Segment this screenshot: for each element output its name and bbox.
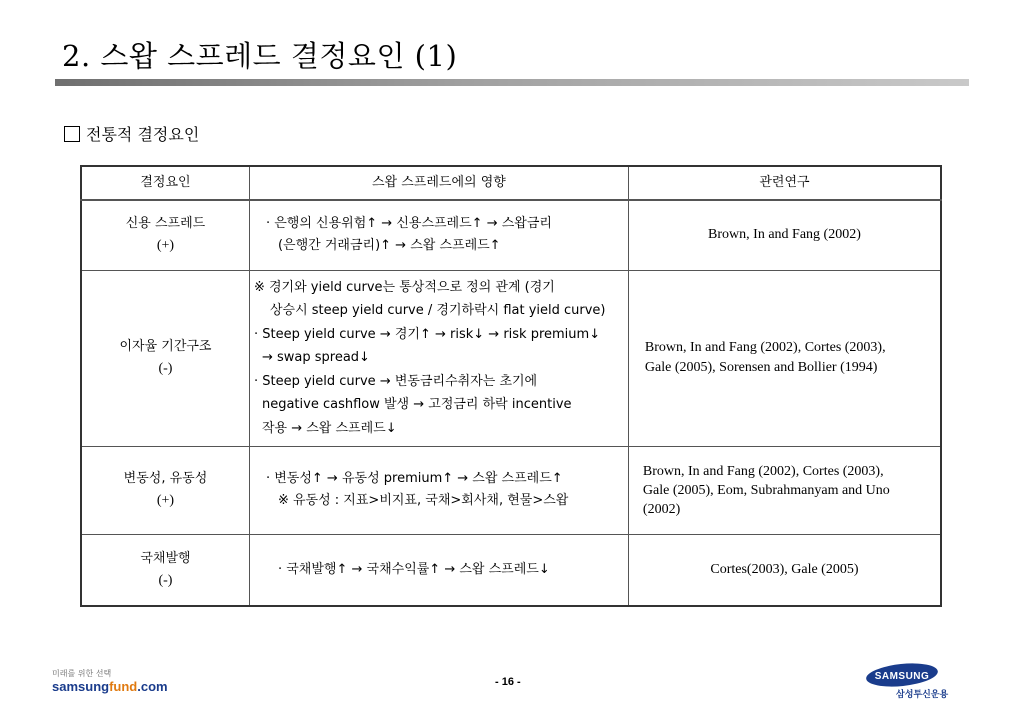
effect-cell	[249, 534, 628, 606]
section-heading	[64, 122, 199, 145]
effect-line: negative cashflow 발생 → 고정금리 하락 incentive	[261, 397, 572, 413]
effect-line: · Steep yield curve → 경기↑ → risk↓ → risk premium↓	[253, 326, 601, 342]
research-line: Gale (2005), Eom, Subrahmanyam and Uno	[642, 482, 890, 498]
research-cell	[628, 270, 941, 446]
section-label: 전통적 결정요인	[86, 125, 200, 144]
research-line: Gale (2005), Sorensen and Bollier (1994)	[644, 360, 878, 375]
effect-cell	[249, 446, 628, 534]
effect-cell	[249, 200, 628, 270]
factor-name: 신용 스프레드	[125, 216, 206, 232]
table-row	[81, 446, 941, 534]
footer-slogan: 미래를 위한 선택	[52, 669, 112, 678]
page-title: 2. 스왑 스프레드 결정요인 (1)	[62, 39, 458, 73]
factor-cell	[81, 270, 249, 446]
effect-cell	[249, 270, 628, 446]
factor-sign: (-)	[158, 572, 173, 588]
factor-sign: (+)	[156, 493, 175, 508]
factor-name: 국채발행	[140, 550, 191, 566]
factor-name: 이자율 기간구조	[119, 339, 212, 354]
research-cell	[628, 200, 941, 270]
table-row	[81, 534, 941, 606]
header-effect: 스왑 스프레드에의 영향	[249, 166, 628, 200]
effect-line: ※ 경기와 yield curve는 통상적으로 정의 관계 (경기	[253, 279, 555, 295]
determinants-table	[80, 165, 942, 607]
factor-name: 변동성, 유동성	[123, 471, 208, 486]
url-part: samsung	[52, 679, 110, 694]
research-line: Brown, In and Fang (2002), Cortes (2003),	[644, 340, 886, 355]
effect-line: ※ 유동성 : 지표>비지표, 국채>회사채, 현물>스왑	[277, 493, 569, 508]
header-research: 관련연구	[628, 166, 941, 200]
effect-line: · 은행의 신용위험↑ → 신용스프레드↑ → 스왑금리	[265, 216, 552, 232]
research-cell	[628, 446, 941, 534]
effect-line: · 변동성↑ → 유동성 premium↑ → 스왑 스프레드↑	[265, 471, 563, 486]
effect-line: · 국채발행↑ → 국채수익률↑ → 스왑 스프레드↓	[277, 561, 550, 577]
effect-line: 작용 → 스왑 스프레드↓	[261, 420, 397, 436]
samsung-logo	[866, 663, 976, 703]
research-line: Brown, In and Fang (2002), Cortes (2003),	[642, 463, 884, 479]
checkbox-square-icon	[64, 126, 80, 142]
table-row	[81, 270, 941, 446]
page-number: - 16 -	[495, 676, 521, 688]
research-line: Cortes(2003), Gale (2005)	[710, 561, 859, 577]
table-row	[81, 200, 941, 270]
factor-sign: (-)	[158, 361, 173, 376]
footer-brand	[52, 668, 168, 694]
research-cell	[628, 534, 941, 606]
footer-url[interactable]	[52, 679, 168, 694]
table-header-row	[81, 166, 941, 200]
research-line: (2002)	[642, 501, 681, 517]
factor-cell	[81, 534, 249, 606]
title-underline-bar	[55, 79, 969, 86]
logo-wordmark: SAMSUNG	[874, 671, 930, 682]
url-part: fund	[109, 679, 138, 694]
effect-line: (은행간 거래금리)↑ → 스왑 스프레드↑	[277, 238, 501, 254]
effect-line: → swap spread↓	[261, 350, 370, 366]
factor-cell	[81, 200, 249, 270]
header-factor: 결정요인	[81, 166, 249, 200]
factor-cell	[81, 446, 249, 534]
effect-line: 상승시 steep yield curve / 경기하락시 flat yield curve)	[269, 303, 606, 319]
company-name: 삼성투신운용	[896, 690, 949, 700]
research-line: Brown, In and Fang (2002)	[708, 227, 861, 243]
factor-sign: (+)	[156, 238, 175, 254]
url-part: .com	[137, 679, 168, 694]
effect-line: · Steep yield curve → 변동금리수취자는 초기에	[253, 373, 538, 389]
